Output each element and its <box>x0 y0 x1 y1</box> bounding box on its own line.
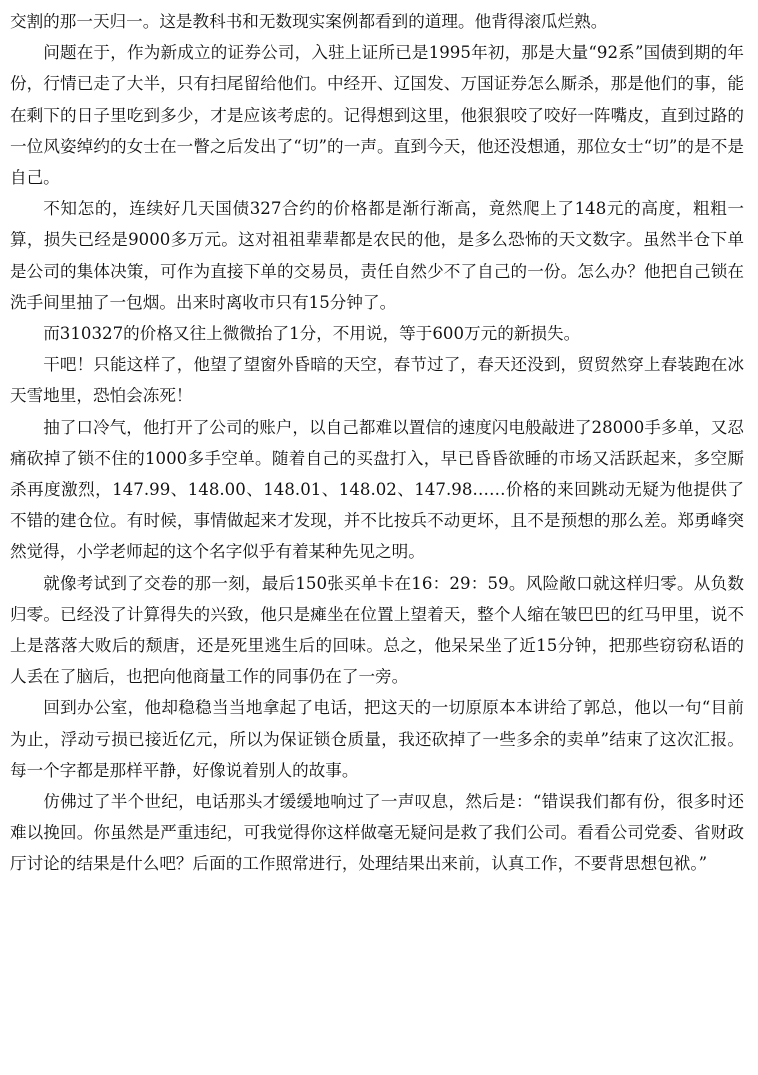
paragraph-2: 问题在于，作为新成立的证券公司，入驻上证所已是1995年初，那是大量“92系”国债到期的年份，行情已走了大半，只有扫尾留给他们。中经开、辽国发、万国证券怎么厮杀，那是他们的事，能在剩下的日子里吃到多少，才是应该考虑的。记得想到这里，他狠狠咬了咬好一阵嘴皮，直到过路的一位风姿绰约的女士在一瞥之后发出了“切”的一声。直到今天，他还没想通，那位女士“切”的是不是自己。 <box>10 43 744 188</box>
paragraph-1: 交割的那一天归一。这是教科书和无数现实案例都看到的道理。他背得滚瓜烂熟。 <box>10 12 608 31</box>
paragraph-8: 回到办公室，他却稳稳当当地拿起了电话，把这天的一切原原本本讲给了郭总，他以一句“目前为止，浮动亏损已接近亿元，所以为保证锁仓质量，我还砍掉了一些多余的卖单”结束了这次汇报。每一个字都是那样平静，好像说着别人的故事。 <box>10 698 744 780</box>
paragraph-9: 仿佛过了半个世纪，电话那头才缓缓地响过了一声叹息，然后是：“错误我们都有份，很多时还难以挽回。你虽然是严重违纪，可我觉得你这样做毫无疑问是救了我们公司。看看公司党委、省财政厅讨论的结果是什么吧？后面的工作照常进行，处理结果出来前，认真工作，不要背思想包袱。” <box>10 792 744 874</box>
paragraph-6: 抽了口冷气，他打开了公司的账户，以自己都难以置信的速度闪电般敲进了28000手多单，又忍痛砍掉了锁不住的1000多手空单。随着自己的买盘打入，早已昏昏欲睡的市场又活跃起来，多空厮杀再度激烈，147.99、148.00、148.01、148.02、147.98……价格的来回跳动无疑为他提供了不错的建仓位。有时候，事情做起来才发现，并不比按兵不动更坏，且不是预想的那么差。郑勇峰突然觉得，小学老师起的这个名字似乎有着某种先见之明。 <box>10 417 744 562</box>
paragraph-4: 而310327的价格又往上微微抬了1分，不用说，等于600万元的新损失。 <box>43 324 581 344</box>
paragraph-3: 不知怎的，连续好几天国债327合约的价格都是渐行渐高，竟然爬上了148元的高度，粗粗一算，损失已经是9000多万元。这对祖祖辈辈都是农民的他，是多么恐怖的天文数字。虽然半仓下单是公司的集体决策，可作为直接下单的交易员，责任自然少不了自己的一份。怎么办？他把自己锁在洗手间里抽了一包烟。出来时离收市只有15分钟了。 <box>10 199 744 312</box>
paragraph-5: 干吧！只能这样了，他望了望窗外昏暗的天空，春节过了，春天还没到，贸贸然穿上春装跑在冰天雪地里，恐怕会冻死！ <box>10 355 744 406</box>
paragraph-7: 就像考试到了交卷的那一刻，最后150张买单卡在16：29：59。风险敞口就这样归零。从负数归零。已经没了计算得失的兴致，他只是瘫坐在位置上望着天，整个人缩在皱巴巴的红马甲里，说不上是落落大败后的颓唐，还是死里逃生后的回味。总之，他呆呆坐了近15分钟，把那些窃窃私语的人丢在了脑后，也把向他商量工作的同事仍在了一旁。 <box>10 573 744 687</box>
